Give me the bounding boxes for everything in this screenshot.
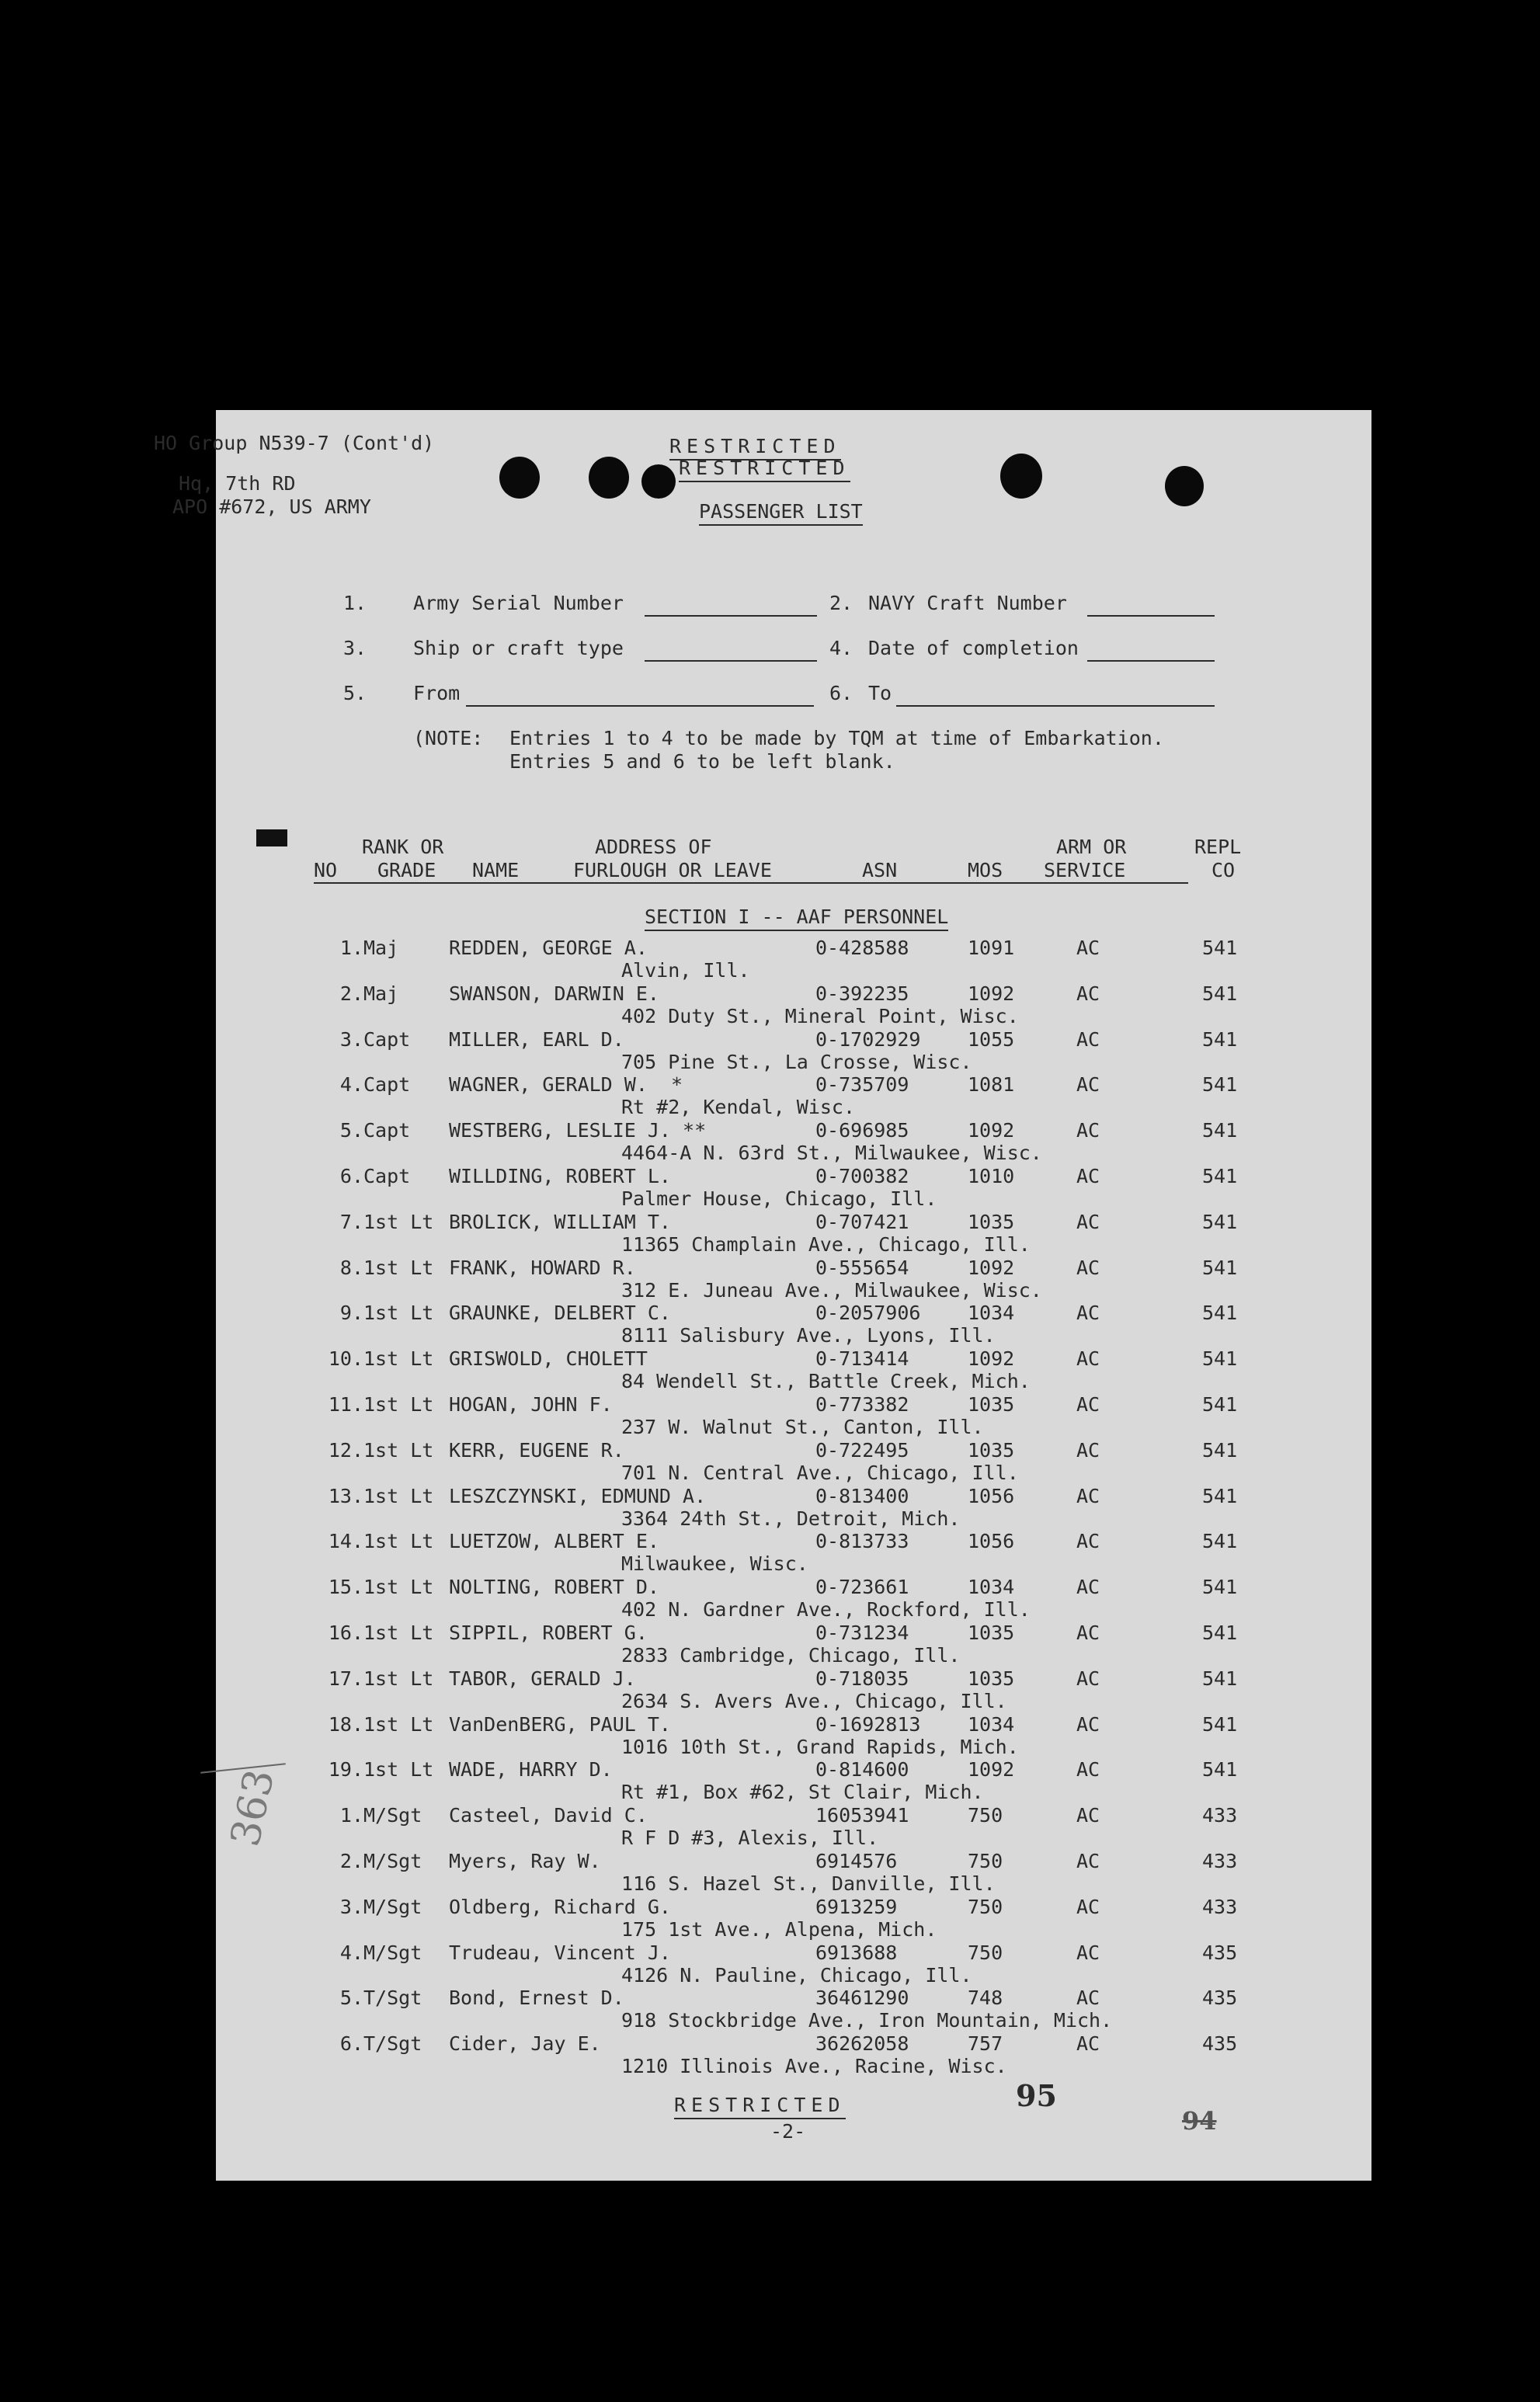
row-no: 18. <box>328 1713 363 1736</box>
classification-top: RESTRICTED <box>669 435 841 461</box>
row-asn: 0-392235 <box>815 982 909 1005</box>
row-repl: 541 <box>1202 1576 1238 1598</box>
row-arm: AC <box>1076 1804 1100 1827</box>
group-reference: HO Group N539-7 (Cont'd) <box>154 432 435 454</box>
punch-hole <box>499 457 540 499</box>
row-no: 2. <box>339 1850 363 1872</box>
row-address: 402 Duty St., Mineral Point, Wisc. <box>621 1005 1019 1027</box>
row-name: Casteel, David C. <box>449 1804 648 1827</box>
row-mos: 750 <box>968 1850 1003 1872</box>
field-4-blank <box>1087 660 1215 662</box>
row-repl: 541 <box>1202 1119 1238 1142</box>
row-name: Trudeau, Vincent J. <box>449 1941 671 1964</box>
row-arm: AC <box>1076 1119 1100 1142</box>
row-asn: 0-2057906 <box>815 1302 921 1324</box>
hq-line-2: APO #672, US ARMY <box>172 495 371 518</box>
row-arm: AC <box>1076 1941 1100 1964</box>
row-asn: 36461290 <box>815 1987 909 2009</box>
row-address: Alvin, Ill. <box>621 959 750 982</box>
row-rank: M/Sgt <box>363 1804 422 1827</box>
row-mos: 1092 <box>968 1758 1015 1781</box>
row-no: 14. <box>328 1530 363 1552</box>
row-address: Palmer House, Chicago, Ill. <box>621 1187 937 1210</box>
row-rank: 1st Lt <box>363 1211 434 1233</box>
row-asn: 0-723661 <box>815 1576 909 1598</box>
row-asn: 0-700382 <box>815 1165 909 1187</box>
row-rank: Capt <box>363 1028 411 1051</box>
field-6-blank <box>896 705 1215 707</box>
field-2-num: 2. <box>829 592 853 614</box>
row-mos: 1034 <box>968 1576 1015 1598</box>
field-3-label: Ship or craft type <box>413 637 624 659</box>
row-repl: 541 <box>1202 1622 1238 1644</box>
margin-note: 363 <box>221 1765 284 1851</box>
row-asn: 0-813733 <box>815 1530 909 1552</box>
row-name: Bond, Ernest D. <box>449 1987 624 2009</box>
row-arm: AC <box>1076 1896 1100 1918</box>
row-rank: Maj <box>363 982 399 1005</box>
row-repl: 541 <box>1202 1667 1238 1690</box>
row-address: 705 Pine St., La Crosse, Wisc. <box>621 1051 972 1073</box>
row-no: 1. <box>339 1804 363 1827</box>
row-name: MILLER, EARL D. <box>449 1028 624 1051</box>
row-rank: 1st Lt <box>363 1393 434 1416</box>
field-5-label: From <box>413 682 461 704</box>
row-asn: 0-813400 <box>815 1485 909 1507</box>
col-asn: ASN <box>862 859 898 881</box>
page-number: -2- <box>770 2120 806 2143</box>
row-repl: 541 <box>1202 1485 1238 1507</box>
row-rank: Capt <box>363 1073 411 1096</box>
row-rank: Maj <box>363 937 399 959</box>
row-no: 12. <box>328 1439 363 1462</box>
row-mos: 750 <box>968 1941 1003 1964</box>
field-4-num: 4. <box>829 637 853 659</box>
row-mos: 1035 <box>968 1211 1015 1233</box>
row-name: TABOR, GERALD J. <box>449 1667 636 1690</box>
row-address: R F D #3, Alexis, Ill. <box>621 1827 879 1849</box>
row-rank: 1st Lt <box>363 1758 434 1781</box>
row-no: 3. <box>339 1896 363 1918</box>
note-label: (NOTE: <box>413 727 484 749</box>
row-repl: 435 <box>1202 1987 1238 2009</box>
row-arm: AC <box>1076 1302 1100 1324</box>
classification-top-dup: RESTRICTED <box>679 457 850 482</box>
row-rank: Capt <box>363 1165 411 1187</box>
row-name: WESTBERG, LESLIE J. ** <box>449 1119 707 1142</box>
row-repl: 541 <box>1202 1393 1238 1416</box>
row-no: 7. <box>339 1211 363 1233</box>
row-address: 4464-A N. 63rd St., Milwaukee, Wisc. <box>621 1142 1042 1164</box>
col-mos: MOS <box>968 859 1003 881</box>
note-line-2: Entries 5 and 6 to be left blank. <box>509 750 895 773</box>
row-arm: AC <box>1076 1165 1100 1187</box>
row-repl: 541 <box>1202 937 1238 959</box>
row-arm: AC <box>1076 1576 1100 1598</box>
row-no: 16. <box>328 1622 363 1644</box>
row-no: 13. <box>328 1485 363 1507</box>
field-1-num: 1. <box>343 592 367 614</box>
col-name: NAME <box>472 859 520 881</box>
row-no: 17. <box>328 1667 363 1690</box>
row-asn: 0-1702929 <box>815 1028 921 1051</box>
row-rank: 1st Lt <box>363 1622 434 1644</box>
row-asn: 0-696985 <box>815 1119 909 1142</box>
row-repl: 541 <box>1202 1028 1238 1051</box>
row-asn: 6913688 <box>815 1941 898 1964</box>
row-no: 5. <box>339 1987 363 2009</box>
row-no: 6. <box>339 2032 363 2055</box>
row-address: 918 Stockbridge Ave., Iron Mountain, Mich. <box>621 2009 1113 2032</box>
row-repl: 541 <box>1202 1530 1238 1552</box>
section-title: SECTION I -- AAF PERSONNEL <box>645 906 948 931</box>
row-rank: M/Sgt <box>363 1896 422 1918</box>
field-2-blank <box>1087 615 1215 617</box>
document-page <box>154 410 1371 2181</box>
row-repl: 541 <box>1202 1347 1238 1370</box>
row-no: 9. <box>339 1302 363 1324</box>
row-rank: 1st Lt <box>363 1713 434 1736</box>
row-rank: 1st Lt <box>363 1302 434 1324</box>
row-mos: 1035 <box>968 1667 1015 1690</box>
row-mos: 1055 <box>968 1028 1015 1051</box>
row-address: 2833 Cambridge, Chicago, Ill. <box>621 1644 961 1667</box>
row-arm: AC <box>1076 1713 1100 1736</box>
col-address-bottom: FURLOUGH OR LEAVE <box>573 859 772 881</box>
row-mos: 1081 <box>968 1073 1015 1096</box>
row-no: 6. <box>339 1165 363 1187</box>
row-address: Rt #2, Kendal, Wisc. <box>621 1096 856 1118</box>
row-no: 11. <box>328 1393 363 1416</box>
field-6-num: 6. <box>829 682 853 704</box>
row-arm: AC <box>1076 1667 1100 1690</box>
row-name: FRANK, HOWARD R. <box>449 1257 636 1279</box>
row-no: 19. <box>328 1758 363 1781</box>
note-line-1: Entries 1 to 4 to be made by TQM at time of Embarkation. <box>509 727 1164 749</box>
row-name: Cider, Jay E. <box>449 2032 601 2055</box>
row-address: Milwaukee, Wisc. <box>621 1552 808 1575</box>
row-mos: 1035 <box>968 1393 1015 1416</box>
row-rank: 1st Lt <box>363 1257 434 1279</box>
row-address: 701 N. Central Ave., Chicago, Ill. <box>621 1462 1019 1484</box>
row-repl: 541 <box>1202 1713 1238 1736</box>
row-mos: 1091 <box>968 937 1015 959</box>
row-asn: 6913259 <box>815 1896 898 1918</box>
row-mos: 1034 <box>968 1302 1015 1324</box>
row-name: NOLTING, ROBERT D. <box>449 1576 659 1598</box>
row-rank: 1st Lt <box>363 1667 434 1690</box>
row-mos: 750 <box>968 1896 1003 1918</box>
row-asn: 6914576 <box>815 1850 898 1872</box>
row-address: 3364 24th St., Detroit, Mich. <box>621 1507 961 1530</box>
field-3-num: 3. <box>343 637 367 659</box>
row-repl: 541 <box>1202 1439 1238 1462</box>
row-repl: 433 <box>1202 1804 1238 1827</box>
row-mos: 1092 <box>968 1347 1015 1370</box>
row-name: HOGAN, JOHN F. <box>449 1393 613 1416</box>
field-5-blank <box>466 705 814 707</box>
row-address: 1210 Illinois Ave., Racine, Wisc. <box>621 2055 1007 2077</box>
row-asn: 0-722495 <box>815 1439 909 1462</box>
row-rank: M/Sgt <box>363 1850 422 1872</box>
field-3-blank <box>645 660 817 662</box>
row-arm: AC <box>1076 1850 1100 1872</box>
row-mos: 1035 <box>968 1439 1015 1462</box>
row-rank: Capt <box>363 1119 411 1142</box>
row-no: 4. <box>339 1073 363 1096</box>
row-arm: AC <box>1076 1758 1100 1781</box>
stamp-number-struck: 94 <box>1182 2106 1217 2136</box>
row-mos: 1035 <box>968 1622 1015 1644</box>
header-rule <box>314 882 1188 884</box>
hq-line-1: Hq, 7th RD <box>179 472 296 495</box>
col-arm-bottom: SERVICE <box>1044 859 1126 881</box>
row-mos: 1034 <box>968 1713 1015 1736</box>
row-mos: 1056 <box>968 1530 1015 1552</box>
row-asn: 0-735709 <box>815 1073 909 1096</box>
punch-hole <box>589 457 629 499</box>
row-address: 312 E. Juneau Ave., Milwaukee, Wisc. <box>621 1279 1042 1302</box>
row-no: 4. <box>339 1941 363 1964</box>
row-asn: 0-713414 <box>815 1347 909 1370</box>
row-mos: 1092 <box>968 1119 1015 1142</box>
row-arm: AC <box>1076 982 1100 1005</box>
row-arm: AC <box>1076 2032 1100 2055</box>
row-arm: AC <box>1076 1439 1100 1462</box>
classification-bottom: RESTRICTED <box>674 2094 846 2119</box>
punch-hole <box>641 464 676 499</box>
col-repl-top: REPL <box>1194 836 1242 858</box>
row-arm: AC <box>1076 1257 1100 1279</box>
row-arm: AC <box>1076 1485 1100 1507</box>
row-repl: 541 <box>1202 1165 1238 1187</box>
row-asn: 16053941 <box>815 1804 909 1827</box>
row-arm: AC <box>1076 937 1100 959</box>
row-rank: 1st Lt <box>363 1347 434 1370</box>
row-name: BROLICK, WILLIAM T. <box>449 1211 671 1233</box>
row-address: 1016 10th St., Grand Rapids, Mich. <box>621 1736 1019 1758</box>
col-no: NO <box>314 859 338 881</box>
row-mos: 748 <box>968 1987 1003 2009</box>
scan-speck <box>256 829 287 846</box>
row-asn: 0-814600 <box>815 1758 909 1781</box>
row-repl: 541 <box>1202 1758 1238 1781</box>
row-asn: 0-428588 <box>815 937 909 959</box>
row-mos: 1010 <box>968 1165 1015 1187</box>
row-arm: AC <box>1076 1530 1100 1552</box>
row-asn: 0-718035 <box>815 1667 909 1690</box>
row-repl: 541 <box>1202 1257 1238 1279</box>
row-address: 84 Wendell St., Battle Creek, Mich. <box>621 1370 1031 1392</box>
field-1-label: Army Serial Number <box>413 592 624 614</box>
row-address: 11365 Champlain Ave., Chicago, Ill. <box>621 1233 1031 1256</box>
field-6-label: To <box>868 682 892 704</box>
row-no: 5. <box>339 1119 363 1142</box>
row-mos: 750 <box>968 1804 1003 1827</box>
row-repl: 541 <box>1202 1302 1238 1324</box>
col-rank-top: RANK OR <box>362 836 444 858</box>
row-arm: AC <box>1076 1347 1100 1370</box>
row-repl: 435 <box>1202 1941 1238 1964</box>
field-4-label: Date of completion <box>868 637 1079 659</box>
row-arm: AC <box>1076 1622 1100 1644</box>
field-1-blank <box>645 615 817 617</box>
row-arm: AC <box>1076 1211 1100 1233</box>
field-5-num: 5. <box>343 682 367 704</box>
row-asn: 0-773382 <box>815 1393 909 1416</box>
row-asn: 0-731234 <box>815 1622 909 1644</box>
row-address: 175 1st Ave., Alpena, Mich. <box>621 1918 937 1941</box>
row-mos: 1092 <box>968 982 1015 1005</box>
row-no: 10. <box>328 1347 363 1370</box>
row-name: Oldberg, Richard G. <box>449 1896 671 1918</box>
row-name: VanDenBERG, PAUL T. <box>449 1713 671 1736</box>
row-mos: 1092 <box>968 1257 1015 1279</box>
field-2-label: NAVY Craft Number <box>868 592 1067 614</box>
row-name: REDDEN, GEORGE A. <box>449 937 648 959</box>
row-arm: AC <box>1076 1073 1100 1096</box>
row-address: 116 S. Hazel St., Danville, Ill. <box>621 1872 996 1895</box>
row-name: GRAUNKE, DELBERT C. <box>449 1302 671 1324</box>
punch-hole <box>1165 466 1204 506</box>
row-arm: AC <box>1076 1028 1100 1051</box>
row-asn: 36262058 <box>815 2032 909 2055</box>
row-rank: M/Sgt <box>363 1941 422 1964</box>
row-name: GRISWOLD, CHOLETT <box>449 1347 648 1370</box>
row-address: 8111 Salisbury Ave., Lyons, Ill. <box>621 1324 996 1347</box>
col-address-top: ADDRESS OF <box>595 836 712 858</box>
row-mos: 1056 <box>968 1485 1015 1507</box>
row-name: LESZCZYNSKI, EDMUND A. <box>449 1485 707 1507</box>
row-address: 402 N. Gardner Ave., Rockford, Ill. <box>621 1598 1031 1621</box>
row-address: 237 W. Walnut St., Canton, Ill. <box>621 1416 984 1438</box>
col-repl-bottom: CO <box>1211 859 1236 881</box>
row-rank: T/Sgt <box>363 1987 422 2009</box>
row-rank: 1st Lt <box>363 1439 434 1462</box>
row-name: KERR, EUGENE R. <box>449 1439 624 1462</box>
row-name: WADE, HARRY D. <box>449 1758 613 1781</box>
row-repl: 433 <box>1202 1850 1238 1872</box>
row-name: LUETZOW, ALBERT E. <box>449 1530 659 1552</box>
row-repl: 435 <box>1202 2032 1238 2055</box>
row-rank: 1st Lt <box>363 1485 434 1507</box>
col-arm-top: ARM OR <box>1056 836 1127 858</box>
row-name: SWANSON, DARWIN E. <box>449 982 659 1005</box>
row-repl: 541 <box>1202 982 1238 1005</box>
row-repl: 541 <box>1202 1073 1238 1096</box>
row-name: WILLDING, ROBERT L. <box>449 1165 671 1187</box>
passenger-list-title: PASSENGER LIST <box>699 500 863 526</box>
col-rank-bottom: GRADE <box>377 859 436 881</box>
punch-hole <box>1000 454 1042 499</box>
row-no: 8. <box>339 1257 363 1279</box>
row-repl: 433 <box>1202 1896 1238 1918</box>
row-address: Rt #1, Box #62, St Clair, Mich. <box>621 1781 984 1803</box>
row-address: 2634 S. Avers Ave., Chicago, Ill. <box>621 1690 1007 1712</box>
row-no: 3. <box>339 1028 363 1051</box>
row-asn: 0-555654 <box>815 1257 909 1279</box>
row-name: WAGNER, GERALD W. * <box>449 1073 683 1096</box>
row-repl: 541 <box>1202 1211 1238 1233</box>
row-rank: 1st Lt <box>363 1530 434 1552</box>
row-name: SIPPIL, ROBERT G. <box>449 1622 648 1644</box>
row-no: 1. <box>339 937 363 959</box>
row-arm: AC <box>1076 1987 1100 2009</box>
row-address: 4126 N. Pauline, Chicago, Ill. <box>621 1964 972 1987</box>
row-arm: AC <box>1076 1393 1100 1416</box>
row-rank: T/Sgt <box>363 2032 422 2055</box>
row-no: 2. <box>339 982 363 1005</box>
row-name: Myers, Ray W. <box>449 1850 601 1872</box>
stamp-number: 95 <box>1016 2078 1057 2113</box>
row-mos: 757 <box>968 2032 1003 2055</box>
row-asn: 0-707421 <box>815 1211 909 1233</box>
row-no: 15. <box>328 1576 363 1598</box>
row-asn: 0-1692813 <box>815 1713 921 1736</box>
row-rank: 1st Lt <box>363 1576 434 1598</box>
